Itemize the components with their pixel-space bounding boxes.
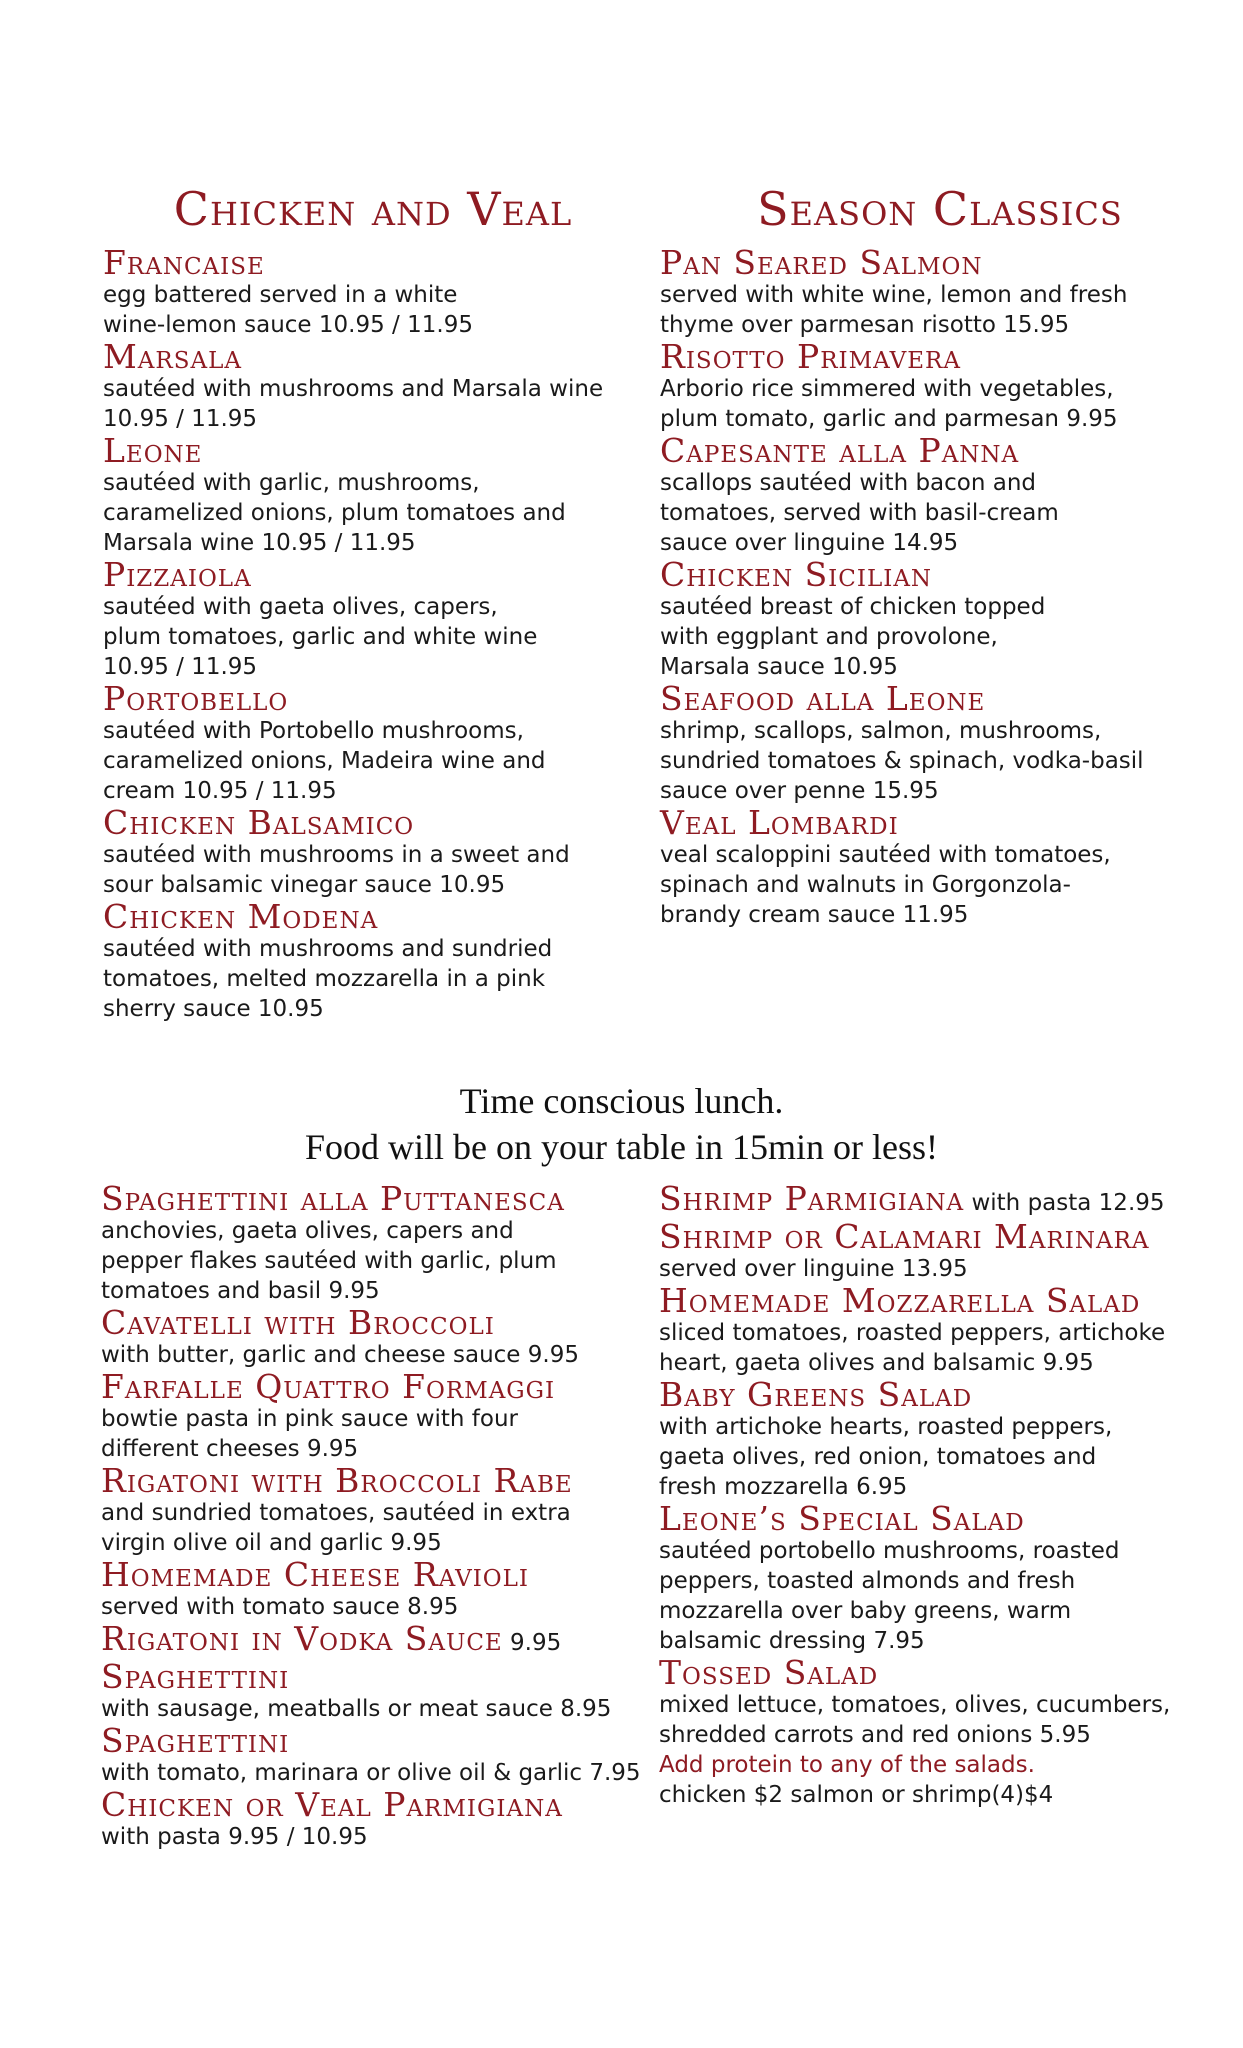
- menu-item: [659, 1499, 1234, 1656]
- menu-item: [103, 243, 643, 340]
- menu-item-description: Arborio rice simmered with vegetables, plum tomato, garlic and parmesan 9.95: [660, 376, 1118, 432]
- menu-item-name: [660, 803, 1220, 842]
- menu-item-title: Rigatoni in Vodka Sauce: [101, 1619, 503, 1658]
- menu-item-description: sautéed with Portobello mushrooms, caramelized onions, Madeira wine and cream 10.95 / 11.95: [103, 718, 546, 804]
- menu-item-name: [103, 679, 643, 718]
- menu-item-name: [660, 243, 1220, 282]
- menu-item-description: with artichoke hearts, roasted peppers, gaeta olives, red onion, tomatoes and fresh mozzarella 6.95: [659, 1414, 1113, 1500]
- menu-item-description: shrimp, scallops, salmon, mushrooms, sundried tomatoes & spinach, vodka-basil sauce over penne 15.95: [660, 718, 1144, 804]
- menu-item-description: sautéed with garlic, mushrooms, caramelized onions, plum tomatoes and Marsala wine 10.95 / 11.95: [103, 470, 566, 556]
- menu-item-title: Spaghettini alla Puttanesca: [101, 1179, 565, 1218]
- menu-item-title: Pan Seared Salmon: [660, 243, 983, 282]
- menu-item-title: Francaise: [103, 243, 265, 282]
- lunch-seafood-salad-section: [659, 1179, 1234, 1810]
- menu-item-name: [101, 1179, 661, 1218]
- menu-item-description: scallops sautéed with bacon and tomatoes, served with basil-cream sauce over linguine 14.95: [660, 470, 1059, 556]
- menu-item-description: sautéed portobello mushrooms, roasted peppers, toasted almonds and fresh mozzarella over baby greens, warm balsamic dressing 7.95: [659, 1538, 1120, 1654]
- menu-item-title: Chicken Modena: [103, 897, 379, 936]
- season-classics-section: [660, 180, 1220, 930]
- menu-item-name: [101, 1303, 661, 1342]
- menu-item: [103, 897, 643, 1024]
- menu-item: [659, 1281, 1234, 1378]
- menu-item: [659, 1217, 1234, 1284]
- menu-item-description: served over linguine 13.95: [659, 1256, 968, 1282]
- lunch-banner-line-1: Time conscious lunch.: [459, 1081, 784, 1121]
- menu-item-name: [103, 803, 643, 842]
- menu-item-description: with sausage, meatballs or meat sauce 8.95: [101, 1696, 612, 1722]
- menu-item-inline-price: with pasta 12.95: [964, 1190, 1165, 1216]
- menu-item-inline-price: 9.95: [502, 1630, 562, 1656]
- menu-list: [659, 1179, 1234, 1750]
- menu-item-description: sautéed breast of chicken topped with eggplant and provolone, Marsala sauce 10.95: [660, 594, 1046, 680]
- menu-item-name: [101, 1657, 661, 1696]
- menu-item-description: with pasta 9.95 / 10.95: [101, 1824, 368, 1850]
- chicken-veal-section: [103, 180, 643, 1024]
- protein-prices: chicken $2 salmon or shrimp(4)$4: [659, 1782, 1054, 1808]
- menu-item-description: sautéed with mushrooms and Marsala wine 10.95 / 11.95: [103, 376, 604, 432]
- protein-note: Add protein to any of the salads.: [659, 1752, 1035, 1778]
- menu-item: [660, 337, 1220, 434]
- menu-item: [101, 1721, 661, 1788]
- menu-item-name: [659, 1179, 1234, 1220]
- menu-item-name: [101, 1367, 661, 1406]
- menu-item: [101, 1179, 661, 1306]
- menu-item-description: served with white wine, lemon and fresh thyme over parmesan risotto 15.95: [660, 282, 1128, 338]
- menu-item-title: Cavatelli with Broccoli: [101, 1303, 495, 1342]
- menu-item: [101, 1657, 661, 1724]
- menu-item-title: Veal Lombardi: [660, 803, 899, 842]
- menu-item: [660, 555, 1220, 682]
- menu-item-title: Chicken Balsamico: [103, 803, 415, 842]
- menu-item-title: Farfalle Quattro Formaggi: [101, 1367, 556, 1406]
- menu-item-title: Leone: [103, 431, 203, 470]
- menu-item-name: [103, 897, 643, 936]
- menu-item: [660, 243, 1220, 340]
- menu-item: [659, 1179, 1234, 1220]
- menu-item: [103, 337, 643, 434]
- menu-item-title: Seafood alla Leone: [660, 679, 986, 718]
- menu-item-name: [101, 1721, 661, 1760]
- menu-item-description: served with tomato sauce 8.95: [101, 1594, 459, 1620]
- menu-item-title: Homemade Mozzarella Salad: [659, 1281, 1141, 1320]
- menu-item-description: anchovies, gaeta olives, capers and pepper flakes sautéed with garlic, plum tomatoes and basil 9.95: [101, 1218, 557, 1304]
- menu-item-name: [103, 337, 643, 376]
- menu-item-name: [101, 1555, 661, 1594]
- section-title-season-classics: Season Classics: [757, 182, 1123, 236]
- menu-item-name: [660, 555, 1220, 594]
- menu-item-name: [659, 1281, 1234, 1320]
- menu-item-name: [660, 679, 1220, 718]
- menu-item: [660, 803, 1220, 930]
- menu-item-description: with butter, garlic and cheese sauce 9.95: [101, 1342, 579, 1368]
- menu-item-description: veal scaloppini sautéed with tomatoes, spinach and walnuts in Gorgonzola- brandy cream sauce 11.95: [660, 842, 1111, 928]
- menu-item-description: with tomato, marinara or olive oil & garlic 7.95: [101, 1760, 641, 1786]
- menu-list: [660, 243, 1220, 930]
- lunch-pasta-section: [101, 1179, 661, 1852]
- menu-item-name: [103, 243, 643, 282]
- menu-item-name: [103, 555, 643, 594]
- menu-item: [660, 431, 1220, 558]
- menu-item-title: Chicken or Veal Parmigiana: [101, 1785, 563, 1824]
- lunch-banner-line-2: Food will be on your table in 15min or less!: [305, 1127, 938, 1167]
- menu-item-title: Homemade Cheese Ravioli: [101, 1555, 529, 1594]
- menu-item-title: Shrimp or Calamari Marinara: [659, 1217, 1150, 1256]
- menu-item: [101, 1619, 661, 1660]
- menu-item-name: [103, 431, 643, 470]
- menu-item-name: [659, 1499, 1234, 1538]
- menu-item-name: [101, 1461, 661, 1500]
- menu-item-description: egg battered served in a white wine-lemon sauce 10.95 / 11.95: [103, 282, 473, 338]
- menu-item: [101, 1367, 661, 1464]
- menu-item: [101, 1461, 661, 1558]
- menu-item: [101, 1303, 661, 1370]
- menu-item-title: Spaghettini: [101, 1657, 290, 1696]
- menu-item-description: mixed lettuce, tomatoes, olives, cucumbers, shredded carrots and red onions 5.95: [659, 1692, 1171, 1748]
- lunch-banner: [0, 1078, 1243, 1170]
- menu-item-title: Leone’s Special Salad: [659, 1499, 1025, 1538]
- menu-item-name: [660, 337, 1220, 376]
- menu-item: [659, 1375, 1234, 1502]
- menu-item-title: Baby Greens Salad: [659, 1375, 973, 1414]
- menu-item-name: [659, 1217, 1234, 1256]
- menu-item: [103, 431, 643, 558]
- menu-list: [101, 1179, 661, 1852]
- menu-item: [660, 679, 1220, 806]
- menu-item: [103, 803, 643, 900]
- menu-item-description: sautéed with mushrooms in a sweet and sour balsamic vinegar sauce 10.95: [103, 842, 570, 898]
- menu-item-title: Tossed Salad: [659, 1653, 879, 1692]
- menu-item-title: Pizzaiola: [103, 555, 252, 594]
- menu-item-title: Shrimp Parmigiana: [659, 1179, 965, 1218]
- menu-item-description: sautéed with mushrooms and sundried tomatoes, melted mozzarella in a pink sherry sauce 10.95: [103, 936, 553, 1022]
- menu-item-description: sautéed with gaeta olives, capers, plum tomatoes, garlic and white wine 10.95 / 11.95: [103, 594, 538, 680]
- menu-item: [659, 1653, 1234, 1750]
- menu-item-title: Chicken Sicilian: [660, 555, 933, 594]
- menu-item-name: [659, 1375, 1234, 1414]
- menu-item-name: [659, 1653, 1234, 1692]
- menu-item-description: bowtie pasta in pink sauce with four different cheeses 9.95: [101, 1406, 518, 1462]
- menu-item-description: sliced tomatoes, roasted peppers, artichoke heart, gaeta olives and balsamic 9.95: [659, 1320, 1166, 1376]
- menu-item-title: Risotto Primavera: [660, 337, 961, 376]
- menu-item-title: Spaghettini: [101, 1721, 290, 1760]
- menu-item-title: Rigatoni with Broccoli Rabe: [101, 1461, 573, 1500]
- menu-item: [103, 555, 643, 682]
- menu-item: [103, 679, 643, 806]
- menu-item-title: Marsala: [103, 337, 242, 376]
- menu-item-name: [101, 1619, 661, 1660]
- menu-item: [101, 1555, 661, 1622]
- menu-list: [103, 243, 643, 1024]
- menu-item-description: and sundried tomatoes, sautéed in extra virgin olive oil and garlic 9.95: [101, 1500, 571, 1556]
- menu-item-name: [660, 431, 1220, 470]
- menu-item-title: Portobello: [103, 679, 289, 718]
- menu-item-title: Capesante alla Panna: [660, 431, 1020, 470]
- menu-item: [101, 1785, 661, 1852]
- menu-item-name: [101, 1785, 661, 1824]
- section-title-chicken-veal: Chicken and Veal: [173, 182, 573, 236]
